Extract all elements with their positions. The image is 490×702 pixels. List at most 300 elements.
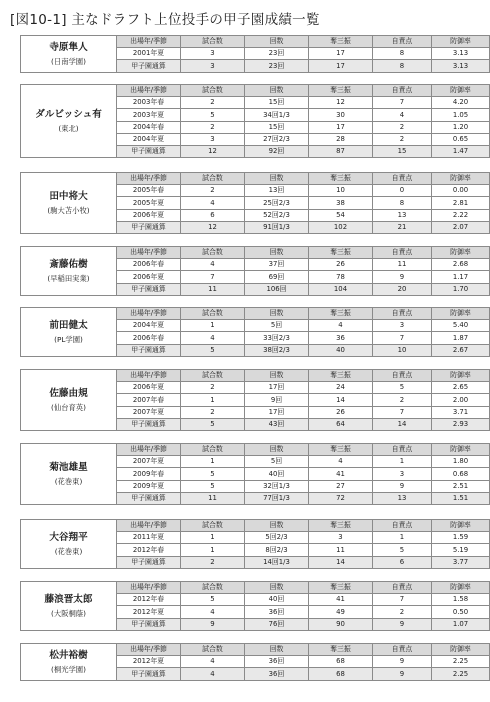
table-cell: 41 bbox=[309, 594, 373, 606]
table-cell: 30 bbox=[309, 109, 373, 121]
table-cell: 38回2/3 bbox=[245, 344, 309, 356]
table-cell: 12 bbox=[181, 145, 245, 157]
table-cell: 17 bbox=[309, 48, 373, 60]
table-cell: 7 bbox=[373, 406, 432, 418]
player-name: 菊池雄星 bbox=[49, 461, 88, 473]
table-cell: 20 bbox=[373, 283, 432, 295]
column-header: 試合数 bbox=[181, 520, 245, 532]
table-cell: 1 bbox=[373, 456, 432, 468]
column-header: 自責点 bbox=[373, 36, 432, 48]
table-cell: 15 bbox=[373, 145, 432, 157]
player-school: (早稲田実業) bbox=[47, 273, 90, 283]
player-name: ダルビッシュ有 bbox=[35, 109, 102, 121]
column-header: 回数 bbox=[245, 582, 309, 594]
table-cell: 4 bbox=[309, 320, 373, 332]
column-header: 自責点 bbox=[373, 308, 432, 320]
table-cell: 甲子園通算 bbox=[117, 145, 181, 157]
column-header: 回数 bbox=[245, 644, 309, 656]
table-cell: 2005年夏 bbox=[117, 197, 181, 209]
table-cell: 41 bbox=[309, 468, 373, 480]
table-cell: 9 bbox=[373, 480, 432, 492]
column-header: 回数 bbox=[245, 36, 309, 48]
table-cell: 3.77 bbox=[432, 556, 490, 568]
column-header: 防御率 bbox=[432, 85, 490, 97]
table-cell: 2004年春 bbox=[117, 121, 181, 133]
table-cell: 3 bbox=[373, 320, 432, 332]
column-header: 奪三振 bbox=[309, 582, 373, 594]
player-cell bbox=[21, 582, 117, 631]
table-cell: 5回 bbox=[245, 456, 309, 468]
table-cell: 甲子園通算 bbox=[117, 492, 181, 504]
table-cell: 43回 bbox=[245, 418, 309, 430]
table-cell: 11 bbox=[181, 492, 245, 504]
table-cell: 76回 bbox=[245, 618, 309, 630]
table-cell: 2.67 bbox=[432, 344, 490, 356]
table-cell: 2001年夏 bbox=[117, 48, 181, 60]
table-cell: 5回2/3 bbox=[245, 532, 309, 544]
table-cell: 7 bbox=[181, 271, 245, 283]
table-cell: 2006年夏 bbox=[117, 271, 181, 283]
table-cell: 1.87 bbox=[432, 332, 490, 344]
table-cell: 2007年夏 bbox=[117, 406, 181, 418]
player-school: (桐光学園) bbox=[51, 664, 86, 674]
table-cell: 5 bbox=[181, 109, 245, 121]
table-cell: 36回 bbox=[245, 668, 309, 680]
column-header: 奪三振 bbox=[309, 247, 373, 259]
column-header: 出場年/季節 bbox=[117, 85, 181, 97]
table-cell: 2012年春 bbox=[117, 544, 181, 556]
table-cell: 甲子園通算 bbox=[117, 60, 181, 72]
table-cell: 36回 bbox=[245, 606, 309, 618]
table-cell: 2006年春 bbox=[117, 259, 181, 271]
table-cell: 17 bbox=[309, 60, 373, 72]
table-cell: 2005年春 bbox=[117, 185, 181, 197]
table-cell: 11 bbox=[181, 283, 245, 295]
table-cell: 3 bbox=[309, 532, 373, 544]
table-cell: 72 bbox=[309, 492, 373, 504]
table-cell: 9 bbox=[373, 656, 432, 668]
table-cell: 7 bbox=[373, 97, 432, 109]
column-header: 奪三振 bbox=[309, 85, 373, 97]
player-table bbox=[20, 35, 490, 73]
table-cell: 4 bbox=[181, 197, 245, 209]
table-cell: 2009年夏 bbox=[117, 480, 181, 492]
table-cell: 13回 bbox=[245, 185, 309, 197]
player-cell bbox=[21, 370, 117, 431]
column-header: 出場年/季節 bbox=[117, 308, 181, 320]
table-cell: 8回2/3 bbox=[245, 544, 309, 556]
player-name: 佐藤由規 bbox=[49, 387, 88, 399]
player-table bbox=[20, 519, 490, 569]
table-cell: 10 bbox=[309, 185, 373, 197]
table-cell: 4 bbox=[181, 332, 245, 344]
column-header: 奪三振 bbox=[309, 173, 373, 185]
table-cell: 8 bbox=[373, 60, 432, 72]
table-cell: 2.00 bbox=[432, 394, 490, 406]
column-header: 防御率 bbox=[432, 582, 490, 594]
player-cell bbox=[21, 247, 117, 296]
table-cell: 17回 bbox=[245, 406, 309, 418]
table-cell: 2.25 bbox=[432, 656, 490, 668]
column-header: 奪三振 bbox=[309, 308, 373, 320]
column-header: 奪三振 bbox=[309, 444, 373, 456]
column-header: 回数 bbox=[245, 173, 309, 185]
table-cell: 32回1/3 bbox=[245, 480, 309, 492]
table-cell: 104 bbox=[309, 283, 373, 295]
header-row bbox=[21, 173, 490, 185]
table-cell: 2006年夏 bbox=[117, 209, 181, 221]
player-table bbox=[20, 84, 490, 158]
column-header: 自責点 bbox=[373, 520, 432, 532]
table-cell: 36 bbox=[309, 332, 373, 344]
table-cell: 2 bbox=[373, 606, 432, 618]
table-cell: 1 bbox=[181, 320, 245, 332]
table-cell: 54 bbox=[309, 209, 373, 221]
player-school: (東北) bbox=[58, 124, 79, 133]
table-cell: 7 bbox=[373, 332, 432, 344]
table-cell: 2012年夏 bbox=[117, 606, 181, 618]
table-cell: 17 bbox=[309, 121, 373, 133]
table-cell: 2011年夏 bbox=[117, 532, 181, 544]
table-cell: 14回1/3 bbox=[245, 556, 309, 568]
table-cell: 1.59 bbox=[432, 532, 490, 544]
table-cell: 2007年夏 bbox=[117, 456, 181, 468]
player-name: 寺原隼人 bbox=[49, 41, 88, 53]
table-cell: 36回 bbox=[245, 656, 309, 668]
table-cell: 34回1/3 bbox=[245, 109, 309, 121]
table-cell: 甲子園通算 bbox=[117, 556, 181, 568]
table-cell: 21 bbox=[373, 221, 432, 233]
table-cell: 1.47 bbox=[432, 145, 490, 157]
table-cell: 1.17 bbox=[432, 271, 490, 283]
column-header: 出場年/季節 bbox=[117, 444, 181, 456]
player-cell bbox=[21, 444, 117, 505]
player-cell bbox=[21, 36, 117, 73]
table-cell: 92回 bbox=[245, 145, 309, 157]
player-cell bbox=[21, 85, 117, 158]
player-cell bbox=[21, 173, 117, 234]
table-cell: 5 bbox=[181, 594, 245, 606]
column-header: 防御率 bbox=[432, 247, 490, 259]
table-cell: 8 bbox=[373, 197, 432, 209]
table-cell: 1.51 bbox=[432, 492, 490, 504]
player-cell bbox=[21, 308, 117, 357]
table-cell: 14 bbox=[309, 556, 373, 568]
column-header: 奪三振 bbox=[309, 370, 373, 382]
table-cell: 27回2/3 bbox=[245, 133, 309, 145]
table-cell: 3 bbox=[181, 133, 245, 145]
table-cell: 2 bbox=[181, 97, 245, 109]
table-cell: 2 bbox=[181, 382, 245, 394]
table-cell: 68 bbox=[309, 656, 373, 668]
table-cell: 2 bbox=[181, 556, 245, 568]
table-cell: 38 bbox=[309, 197, 373, 209]
table-cell: 77回1/3 bbox=[245, 492, 309, 504]
table-cell: 5.19 bbox=[432, 544, 490, 556]
table-cell: 27 bbox=[309, 480, 373, 492]
player-school: (花巻東) bbox=[54, 476, 83, 486]
column-header: 自責点 bbox=[373, 582, 432, 594]
table-cell: 12 bbox=[181, 221, 245, 233]
table-cell: 3.71 bbox=[432, 406, 490, 418]
table-cell: 1.05 bbox=[432, 109, 490, 121]
column-header: 自責点 bbox=[373, 444, 432, 456]
table-cell: 2.81 bbox=[432, 197, 490, 209]
table-cell: 3 bbox=[181, 60, 245, 72]
column-header: 出場年/季節 bbox=[117, 520, 181, 532]
table-cell: 11 bbox=[373, 259, 432, 271]
table-cell: 2.51 bbox=[432, 480, 490, 492]
table-cell: 9 bbox=[181, 618, 245, 630]
table-cell: 3.13 bbox=[432, 48, 490, 60]
table-cell: 5 bbox=[373, 544, 432, 556]
table-cell: 5 bbox=[181, 418, 245, 430]
column-header: 自責点 bbox=[373, 644, 432, 656]
table-cell: 4 bbox=[181, 259, 245, 271]
table-cell: 28 bbox=[309, 133, 373, 145]
table-cell: 3.13 bbox=[432, 60, 490, 72]
table-cell: 78 bbox=[309, 271, 373, 283]
column-header: 防御率 bbox=[432, 520, 490, 532]
column-header: 回数 bbox=[245, 370, 309, 382]
table-cell: 0.68 bbox=[432, 468, 490, 480]
table-cell: 1 bbox=[181, 544, 245, 556]
column-header: 試合数 bbox=[181, 582, 245, 594]
table-cell: 2003年夏 bbox=[117, 109, 181, 121]
table-cell: 2 bbox=[181, 406, 245, 418]
table-cell: 甲子園通算 bbox=[117, 283, 181, 295]
table-cell: 9回 bbox=[245, 394, 309, 406]
table-cell: 4 bbox=[181, 656, 245, 668]
player-school: (PL学園) bbox=[54, 334, 83, 344]
table-cell: 5 bbox=[181, 480, 245, 492]
table-cell: 2004年夏 bbox=[117, 133, 181, 145]
table-cell: 甲子園通算 bbox=[117, 344, 181, 356]
table-cell: 2.22 bbox=[432, 209, 490, 221]
table-cell: 3 bbox=[373, 468, 432, 480]
player-name: 藤浪晋太郎 bbox=[44, 593, 93, 605]
table-cell: 15回 bbox=[245, 121, 309, 133]
column-header: 奪三振 bbox=[309, 644, 373, 656]
table-cell: 2.25 bbox=[432, 668, 490, 680]
column-header: 防御率 bbox=[432, 370, 490, 382]
table-cell: 37回 bbox=[245, 259, 309, 271]
table-cell: 2007年春 bbox=[117, 394, 181, 406]
table-cell: 2.07 bbox=[432, 221, 490, 233]
table-cell: 1 bbox=[181, 456, 245, 468]
table-cell: 49 bbox=[309, 606, 373, 618]
table-cell: 14 bbox=[309, 394, 373, 406]
table-cell: 68 bbox=[309, 668, 373, 680]
column-header: 自責点 bbox=[373, 173, 432, 185]
column-header: 回数 bbox=[245, 247, 309, 259]
header-row bbox=[21, 85, 490, 97]
table-cell: 2 bbox=[181, 121, 245, 133]
table-cell: 40回 bbox=[245, 468, 309, 480]
table-cell: 0.50 bbox=[432, 606, 490, 618]
table-cell: 2006年夏 bbox=[117, 382, 181, 394]
column-header: 自責点 bbox=[373, 247, 432, 259]
table-cell: 1.58 bbox=[432, 594, 490, 606]
header-row bbox=[21, 582, 490, 594]
column-header: 出場年/季節 bbox=[117, 644, 181, 656]
column-header: 出場年/季節 bbox=[117, 36, 181, 48]
table-cell: 64 bbox=[309, 418, 373, 430]
table-cell: 23回 bbox=[245, 48, 309, 60]
table-cell: 5 bbox=[373, 382, 432, 394]
table-cell: 26 bbox=[309, 259, 373, 271]
table-cell: 2 bbox=[373, 133, 432, 145]
player-school: (大阪桐蔭) bbox=[51, 608, 86, 618]
table-cell: 9 bbox=[373, 618, 432, 630]
player-name: 斎藤佑樹 bbox=[49, 258, 88, 270]
table-cell: 2.65 bbox=[432, 382, 490, 394]
column-header: 防御率 bbox=[432, 444, 490, 456]
table-cell: 4 bbox=[309, 456, 373, 468]
table-cell: 23回 bbox=[245, 60, 309, 72]
table-cell: 5 bbox=[181, 344, 245, 356]
header-row bbox=[21, 247, 490, 259]
player-school: (仙台育英) bbox=[51, 402, 86, 412]
table-cell: 40 bbox=[309, 344, 373, 356]
column-header: 出場年/季節 bbox=[117, 247, 181, 259]
header-row bbox=[21, 520, 490, 532]
table-cell: 4.20 bbox=[432, 97, 490, 109]
column-header: 試合数 bbox=[181, 173, 245, 185]
header-row bbox=[21, 308, 490, 320]
player-cell bbox=[21, 520, 117, 569]
table-cell: 2 bbox=[373, 394, 432, 406]
table-cell: 2.93 bbox=[432, 418, 490, 430]
table-cell: 1 bbox=[373, 532, 432, 544]
player-name: 松井裕樹 bbox=[49, 649, 88, 661]
table-cell: 5 bbox=[181, 468, 245, 480]
table-cell: 2004年夏 bbox=[117, 320, 181, 332]
table-cell: 1.70 bbox=[432, 283, 490, 295]
table-cell: 40回 bbox=[245, 594, 309, 606]
column-header: 奪三振 bbox=[309, 36, 373, 48]
player-name: 前田健太 bbox=[49, 319, 88, 331]
player-name: 大谷翔平 bbox=[49, 531, 88, 543]
column-header: 自責点 bbox=[373, 85, 432, 97]
table-cell: 10 bbox=[373, 344, 432, 356]
table-cell: 1.07 bbox=[432, 618, 490, 630]
table-cell: 4 bbox=[181, 606, 245, 618]
table-cell: 91回1/3 bbox=[245, 221, 309, 233]
header-row bbox=[21, 444, 490, 456]
table-cell: 2009年春 bbox=[117, 468, 181, 480]
player-table bbox=[20, 643, 490, 681]
table-cell: 1 bbox=[181, 394, 245, 406]
player-table bbox=[20, 246, 490, 296]
column-header: 試合数 bbox=[181, 85, 245, 97]
table-cell: 1 bbox=[181, 532, 245, 544]
table-cell: 15回 bbox=[245, 97, 309, 109]
table-cell: 2003年春 bbox=[117, 97, 181, 109]
header-row bbox=[21, 644, 490, 656]
table-cell: 8 bbox=[373, 48, 432, 60]
column-header: 試合数 bbox=[181, 247, 245, 259]
table-cell: 90 bbox=[309, 618, 373, 630]
table-cell: 1.20 bbox=[432, 121, 490, 133]
table-cell: 87 bbox=[309, 145, 373, 157]
header-row bbox=[21, 370, 490, 382]
column-header: 回数 bbox=[245, 308, 309, 320]
table-cell: 甲子園通算 bbox=[117, 618, 181, 630]
table-cell: 甲子園通算 bbox=[117, 668, 181, 680]
column-header: 試合数 bbox=[181, 444, 245, 456]
player-school: (花巻東) bbox=[54, 546, 83, 556]
player-table bbox=[20, 369, 490, 431]
table-cell: 2012年夏 bbox=[117, 656, 181, 668]
table-cell: 6 bbox=[181, 209, 245, 221]
player-cell bbox=[21, 644, 117, 681]
table-cell: 3 bbox=[181, 48, 245, 60]
column-header: 防御率 bbox=[432, 173, 490, 185]
table-cell: 2.68 bbox=[432, 259, 490, 271]
table-cell: 0.00 bbox=[432, 185, 490, 197]
column-header: 回数 bbox=[245, 444, 309, 456]
player-table bbox=[20, 581, 490, 631]
table-cell: 0.65 bbox=[432, 133, 490, 145]
table-cell: 7 bbox=[373, 594, 432, 606]
table-cell: 2 bbox=[181, 185, 245, 197]
player-school: (駒大苫小牧) bbox=[47, 205, 90, 215]
column-header: 試合数 bbox=[181, 36, 245, 48]
column-header: 試合数 bbox=[181, 644, 245, 656]
table-cell: 甲子園通算 bbox=[117, 418, 181, 430]
column-header: 防御率 bbox=[432, 308, 490, 320]
table-cell: 102 bbox=[309, 221, 373, 233]
table-cell: 26 bbox=[309, 406, 373, 418]
column-header: 回数 bbox=[245, 520, 309, 532]
table-cell: 106回 bbox=[245, 283, 309, 295]
table-cell: 5回 bbox=[245, 320, 309, 332]
player-table bbox=[20, 307, 490, 357]
table-cell: 13 bbox=[373, 209, 432, 221]
player-table bbox=[20, 443, 490, 505]
table-cell: 14 bbox=[373, 418, 432, 430]
column-header: 出場年/季節 bbox=[117, 173, 181, 185]
player-school: (日南学園) bbox=[51, 56, 86, 66]
column-header: 出場年/季節 bbox=[117, 370, 181, 382]
column-header: 試合数 bbox=[181, 370, 245, 382]
table-cell: 24 bbox=[309, 382, 373, 394]
table-cell: 25回2/3 bbox=[245, 197, 309, 209]
column-header: 回数 bbox=[245, 85, 309, 97]
table-cell: 11 bbox=[309, 544, 373, 556]
column-header: 奪三振 bbox=[309, 520, 373, 532]
table-cell: 4 bbox=[373, 109, 432, 121]
table-cell: 2 bbox=[373, 121, 432, 133]
table-cell: 9 bbox=[373, 668, 432, 680]
table-cell: 9 bbox=[373, 271, 432, 283]
table-cell: 5.40 bbox=[432, 320, 490, 332]
page-title: [図10-1] 主なドラフト上位投手の甲子園成績一覧 bbox=[10, 12, 320, 28]
table-cell: 6 bbox=[373, 556, 432, 568]
column-header: 自責点 bbox=[373, 370, 432, 382]
table-cell: 17回 bbox=[245, 382, 309, 394]
table-cell: 2012年春 bbox=[117, 594, 181, 606]
table-cell: 69回 bbox=[245, 271, 309, 283]
table-cell: 13 bbox=[373, 492, 432, 504]
table-cell: 1.80 bbox=[432, 456, 490, 468]
player-name: 田中将大 bbox=[49, 190, 88, 202]
column-header: 防御率 bbox=[432, 36, 490, 48]
player-table bbox=[20, 172, 490, 234]
column-header: 試合数 bbox=[181, 308, 245, 320]
table-cell: 12 bbox=[309, 97, 373, 109]
